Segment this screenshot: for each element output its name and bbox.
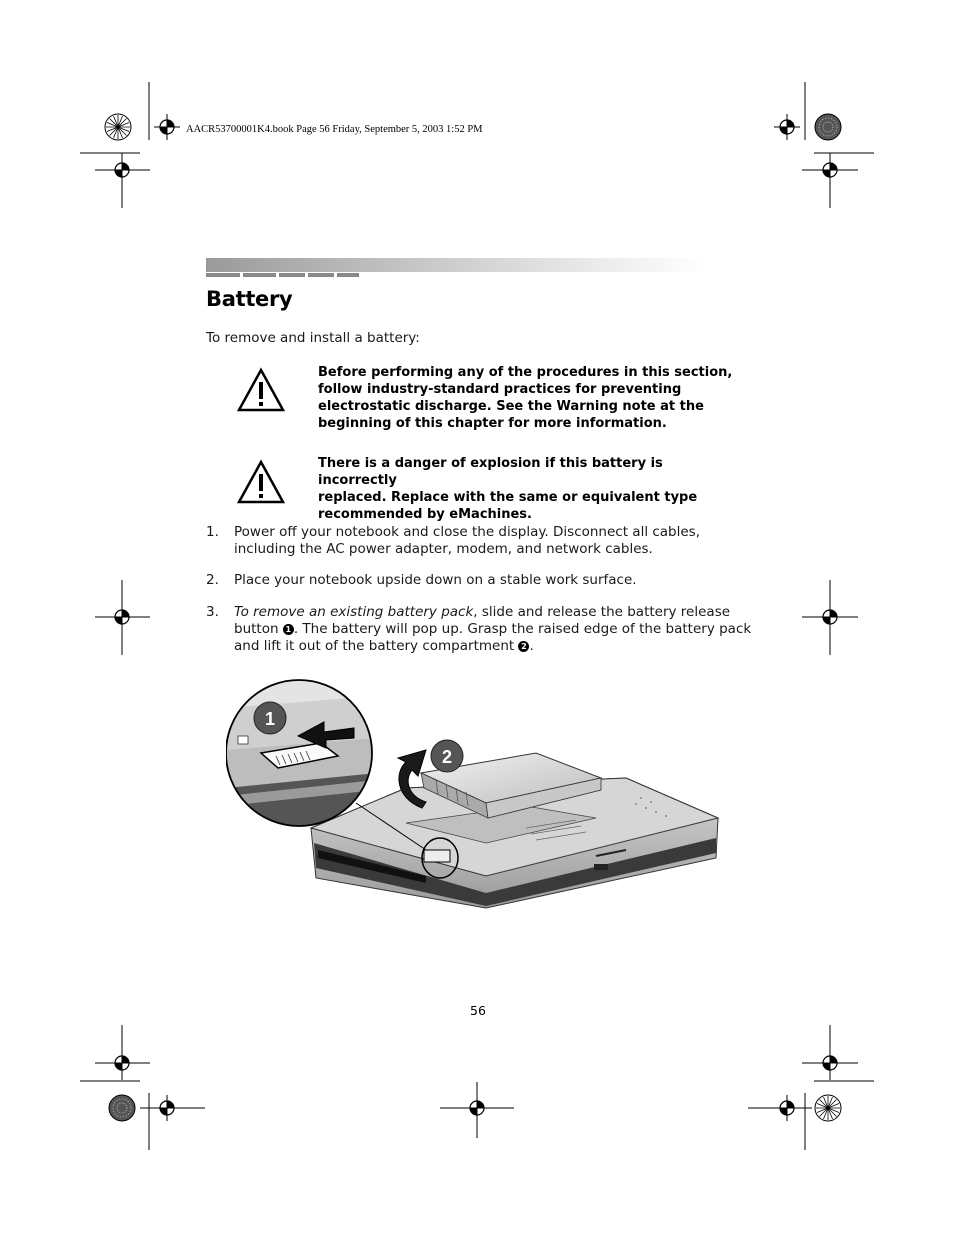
warning-line: There is a danger of explosion if this battery is incorrectly [318, 456, 663, 488]
warning-triangle-icon [236, 459, 286, 505]
step-line-part: button [234, 621, 283, 637]
page-number: 56 [470, 1003, 486, 1018]
warning-line: recommended by eMachines. [318, 507, 532, 522]
print-header-note: AACR53700001K4.book Page 56 Friday, September 5, 2003 1:52 PM [186, 124, 483, 135]
header-bar-segment [337, 273, 359, 277]
step-line [234, 604, 754, 621]
warning-esd-text [318, 364, 738, 432]
battery-removal-illustration [226, 678, 726, 914]
header-bar-segment [279, 273, 305, 277]
warning-line: follow industry-standard practices for preventing [318, 382, 682, 397]
callout-1-label: 1 [264, 709, 276, 729]
step-line-part: , slide and release the battery release [473, 604, 731, 620]
step-line: Power off your notebook and close the display. Disconnect all cables, [234, 524, 701, 540]
warning-explosion-text [318, 455, 738, 523]
step-number: 3. [206, 604, 219, 620]
callout-2-marker [431, 740, 463, 772]
step-line [234, 638, 754, 655]
step-text [234, 604, 754, 655]
step-number: 1. [206, 524, 219, 540]
header-bar-segment [206, 273, 240, 277]
section-header-bar [206, 258, 706, 272]
step-text [234, 524, 754, 558]
warning-line: beginning of this chapter for more information. [318, 416, 667, 431]
step-line-part: . The battery will pop up. Grasp the raised edge of the battery pack [293, 621, 752, 637]
callout-1-icon: 1 [283, 624, 294, 635]
warning-line: Before performing any of the procedures in this section, [318, 365, 733, 380]
header-bar-segment [243, 273, 276, 277]
step-text [234, 572, 754, 589]
warning-line: electrostatic discharge. See the Warning note at the [318, 399, 704, 414]
warning-triangle-icon [236, 367, 286, 413]
step-line: including the AC power adapter, modem, and network cables. [234, 541, 653, 557]
zoom-detail [226, 678, 376, 828]
intro-text: To remove and install a battery: [206, 330, 420, 346]
step-line [234, 621, 754, 638]
step-italic-lead: To remove an existing battery pack [234, 604, 474, 620]
callout-2-label: 2 [441, 747, 453, 767]
warning-line: replaced. Replace with the same or equivalent type [318, 490, 698, 505]
section-title: Battery [206, 287, 293, 311]
step-line-part: and lift it out of the battery compartment [234, 638, 519, 654]
callout-2-icon: 2 [518, 641, 529, 652]
step-line: Place your notebook upside down on a stable work surface. [234, 572, 637, 588]
header-bar-segment [308, 273, 334, 277]
step-number: 2. [206, 572, 219, 588]
step-line-part: . [529, 638, 534, 654]
